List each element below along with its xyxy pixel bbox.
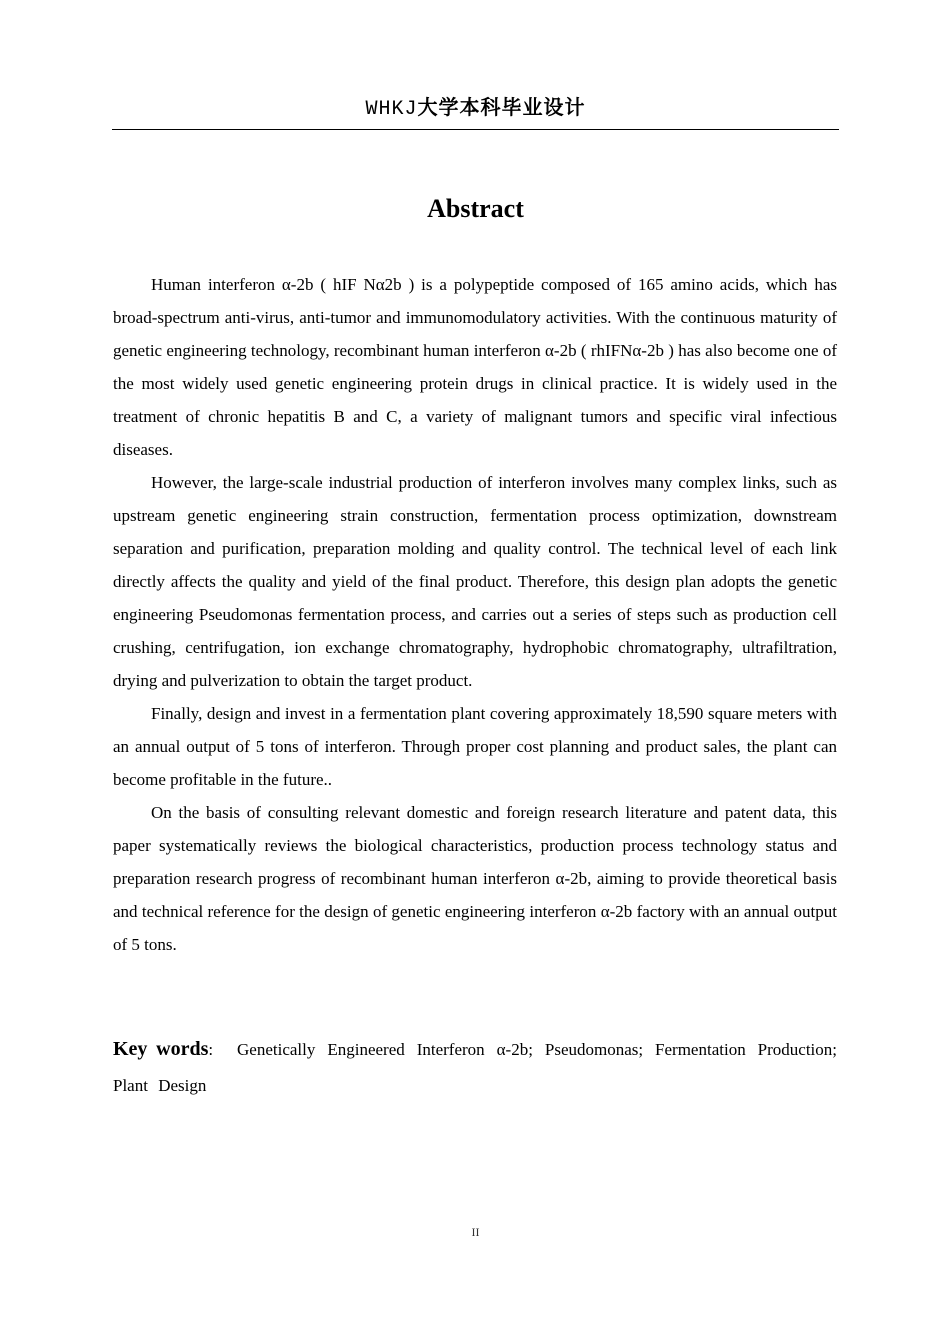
header-latin-text: WHKJ	[365, 98, 418, 121]
page-number: II	[471, 1225, 480, 1239]
keywords-label: Key words	[113, 1038, 209, 1060]
running-header	[112, 94, 839, 124]
keywords-separator: :	[208, 1040, 214, 1059]
paragraph-2: However, the large-scale industrial production of interferon involves many complex links, such as upstream genetic engineering strain construction, fermentation process optimization, downstream separation and purification, preparation molding and quality control. The technical level of each link directly affects the quality and yield of the final product. Therefore, this design plan adopts the genetic engineering Pseudomonas fermentation process, and carries out a series of steps such as production cell crushing, centrifugation, ion exchange chromatography, hydrophobic chromatography, ultrafiltration, drying and pulverization to obtain the target product.	[113, 473, 837, 690]
keywords-text: Genetically Engineered Interferon α-2b; Pseudomonas; Fermentation Production; Plant Design	[113, 1040, 837, 1095]
header-rule	[112, 129, 839, 130]
page-title: Abstract	[427, 194, 524, 223]
header-cjk-text: 大学本科毕业设计	[417, 97, 586, 119]
keywords-block	[113, 1031, 837, 1104]
paragraph-4: On the basis of consulting relevant domestic and foreign research literature and patent data, this paper systematically reviews the biological characteristics, production process technology status and preparation research progress of recombinant human interferon α-2b, aiming to provide theoretical basis and technical reference for the design of genetic engineering interferon α-2b factory with an annual output of 5 tons.	[113, 803, 837, 954]
paragraph-3: Finally, design and invest in a fermentation plant covering approximately 18,590 square meters with an annual output of 5 tons of interferon. Through proper cost planning and product sales, the plant can become profitable in the future..	[113, 704, 837, 789]
abstract-body	[113, 268, 837, 961]
paragraph-1: Human interferon α-2b ( hIF Nα2b ) is a polypeptide composed of 165 amino acids, which has broad-spectrum anti-virus, anti-tumor and immunomodulatory activities. With the continuous maturity of genetic engineering technology, recombinant human interferon α-2b ( rhIFNα-2b ) has also become one of the most widely used genetic engineering protein drugs in clinical practice. It is widely used in the treatment of chronic hepatitis B and C, a variety of malignant tumors and specific viral infectious diseases.	[113, 275, 837, 459]
